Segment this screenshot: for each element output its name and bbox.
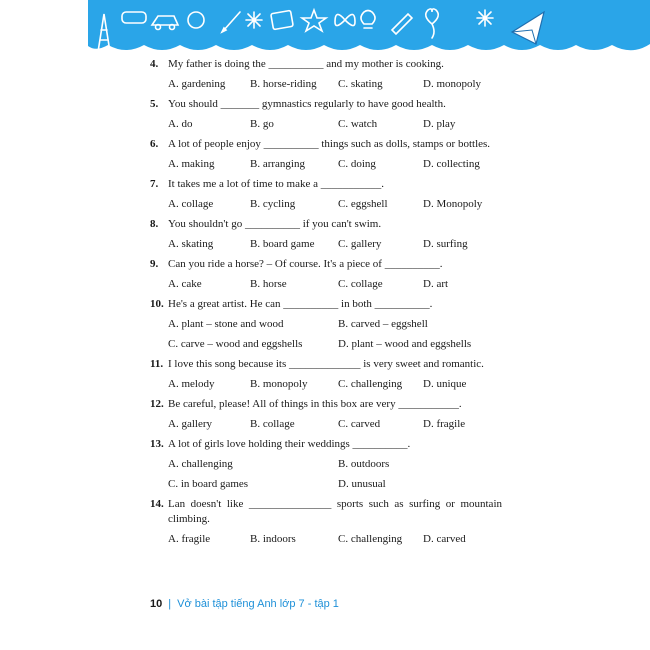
header-banner bbox=[0, 0, 650, 58]
option-d: D. unusual bbox=[338, 478, 386, 490]
question-12 bbox=[150, 397, 502, 432]
answer-options bbox=[150, 237, 502, 252]
option-d: D. art bbox=[423, 278, 449, 290]
option-c: C. watch bbox=[338, 118, 378, 130]
answer-options bbox=[150, 457, 502, 492]
question-text: Be careful, please! All of things in this box are very ___________. bbox=[168, 398, 462, 410]
answer-options bbox=[150, 417, 502, 432]
option-d: D. fragile bbox=[423, 418, 466, 430]
book-title: Vở bài tập tiếng Anh lớp 7 - tập 1 bbox=[177, 598, 339, 610]
question-9 bbox=[150, 257, 502, 292]
option-a: A. making bbox=[168, 158, 215, 170]
question-text: You shouldn't go __________ if you can't swim. bbox=[168, 218, 382, 230]
option-c: C. gallery bbox=[338, 238, 382, 250]
option-c: C. eggshell bbox=[338, 198, 388, 210]
option-a: A. do bbox=[168, 118, 193, 130]
question-text: Can you ride a horse? – Of course. It's a piece of __________. bbox=[168, 258, 443, 270]
answer-options bbox=[150, 277, 502, 292]
question-text: Lan doesn't like _______________ sports such as surfing or mountain climbing. bbox=[168, 498, 502, 525]
option-a: A. gardening bbox=[168, 78, 226, 90]
question-14 bbox=[150, 497, 502, 547]
snowflake-small-icon bbox=[477, 10, 493, 26]
question-number: 5. bbox=[150, 98, 159, 110]
option-c: C. challenging bbox=[338, 533, 403, 545]
option-d: D. carved bbox=[423, 533, 466, 545]
question-number: 13. bbox=[150, 438, 164, 450]
option-d: D. surfing bbox=[423, 238, 468, 250]
question-text: He's a great artist. He can __________ in both __________. bbox=[168, 298, 433, 310]
question-number: 8. bbox=[150, 218, 159, 230]
question-11 bbox=[150, 357, 502, 392]
answer-options bbox=[150, 77, 502, 92]
page-number: 10 bbox=[150, 598, 163, 610]
option-c: C. carved bbox=[338, 418, 381, 430]
option-a: A. fragile bbox=[168, 533, 211, 545]
question-number: 10. bbox=[150, 298, 164, 310]
question-8 bbox=[150, 217, 502, 252]
question-7 bbox=[150, 177, 502, 212]
option-b: B. cycling bbox=[250, 198, 296, 210]
option-d: D. unique bbox=[423, 378, 467, 390]
answer-options bbox=[150, 157, 502, 172]
option-d: D. monopoly bbox=[423, 78, 482, 90]
option-b: B. horse-riding bbox=[250, 78, 317, 90]
option-b: B. collage bbox=[250, 418, 295, 430]
question-6 bbox=[150, 137, 502, 172]
question-number: 7. bbox=[150, 178, 159, 190]
question-text: A lot of people enjoy __________ things such as dolls, stamps or bottles. bbox=[168, 138, 491, 150]
question-text: I love this song because its _____________ is very sweet and romantic. bbox=[168, 358, 484, 370]
answer-options bbox=[150, 377, 502, 392]
question-text: My father is doing the __________ and my mother is cooking. bbox=[168, 58, 444, 70]
option-b: B. indoors bbox=[250, 533, 296, 545]
option-c: C. collage bbox=[338, 278, 383, 290]
question-number: 9. bbox=[150, 258, 159, 270]
option-d: D. plant – wood and eggshells bbox=[338, 338, 472, 350]
exercise-list bbox=[150, 57, 502, 552]
option-b: B. monopoly bbox=[250, 378, 308, 390]
question-number: 4. bbox=[150, 58, 159, 70]
option-b: B. carved – eggshell bbox=[338, 318, 428, 330]
question-10 bbox=[150, 297, 502, 352]
option-b: B. horse bbox=[250, 278, 287, 290]
option-d: D. collecting bbox=[423, 158, 480, 170]
question-13 bbox=[150, 437, 502, 492]
option-b: B. arranging bbox=[250, 158, 305, 170]
answer-options bbox=[150, 532, 502, 547]
option-b: B. board game bbox=[250, 238, 315, 250]
question-number: 11. bbox=[150, 358, 164, 370]
option-a: A. melody bbox=[168, 378, 215, 390]
question-number: 12. bbox=[150, 398, 164, 410]
option-c: C. carve – wood and eggshells bbox=[168, 338, 303, 350]
page-footer bbox=[150, 598, 339, 610]
question-5 bbox=[150, 97, 502, 132]
question-text: It takes me a lot of time to make a ___________. bbox=[168, 178, 384, 190]
option-b: B. go bbox=[250, 118, 274, 130]
question-text: You should _______ gymnastics regularly to have good health. bbox=[168, 98, 446, 110]
banner-wave bbox=[0, 0, 650, 50]
option-a: A. gallery bbox=[168, 418, 212, 430]
option-c: C. challenging bbox=[338, 378, 403, 390]
option-a: A. skating bbox=[168, 238, 214, 250]
option-b: B. outdoors bbox=[338, 458, 390, 470]
snowflake-icon bbox=[246, 12, 262, 28]
question-number: 6. bbox=[150, 138, 159, 150]
option-c: C. in board games bbox=[168, 478, 249, 490]
option-c: C. skating bbox=[338, 78, 383, 90]
option-a: A. collage bbox=[168, 198, 214, 210]
question-4 bbox=[150, 57, 502, 92]
answer-options bbox=[150, 197, 502, 212]
question-number: 14. bbox=[150, 498, 164, 510]
option-a: A. cake bbox=[168, 278, 202, 290]
option-c: C. doing bbox=[338, 158, 376, 170]
answer-options bbox=[150, 317, 502, 352]
option-a: A. plant – stone and wood bbox=[168, 318, 284, 330]
option-d: D. play bbox=[423, 118, 456, 130]
option-a: A. challenging bbox=[168, 458, 233, 470]
option-d: D. Monopoly bbox=[423, 198, 483, 210]
footer-separator: | bbox=[168, 598, 172, 610]
answer-options bbox=[150, 117, 502, 132]
question-text: A lot of girls love holding their weddings __________. bbox=[168, 438, 411, 450]
